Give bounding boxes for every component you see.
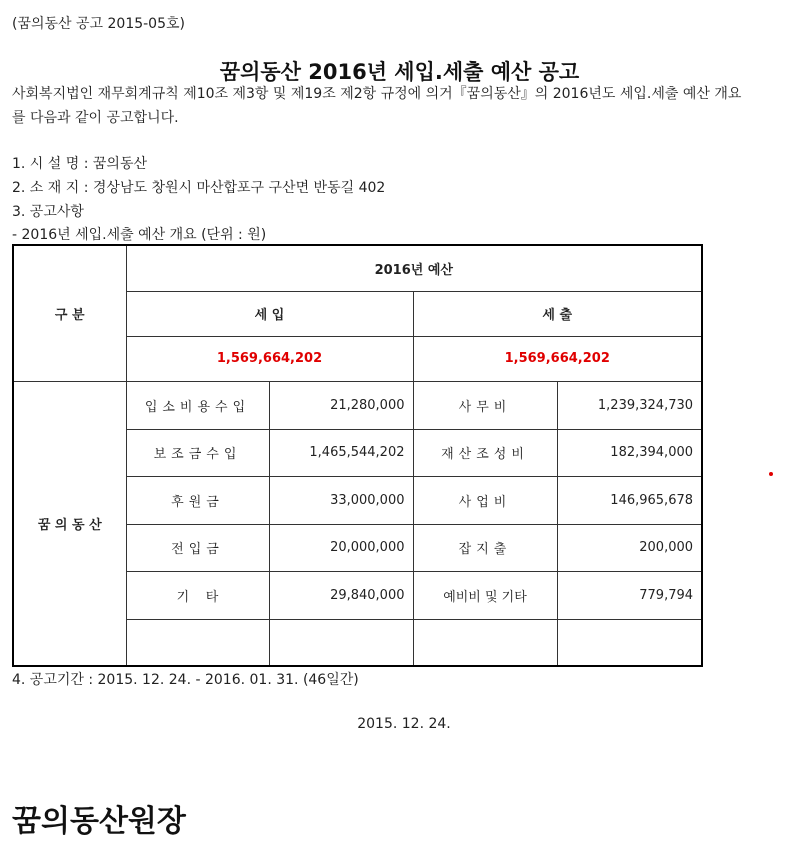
- expense-amount: [557, 619, 702, 666]
- facility-label: 꿈 의 동 산: [13, 381, 126, 666]
- revenue-item: 보조금수입: [126, 429, 269, 476]
- revenue-item: 후원금: [126, 476, 269, 524]
- document-title: 꿈의동산 2016년 세입.세출 예산 공고: [219, 60, 580, 84]
- expense-amount: 200,000: [557, 524, 702, 571]
- revenue-amount: 20,000,000: [269, 524, 413, 571]
- intro-line-1: 사회복지법인 재무회계규칙 제10조 제3항 및 제19조 제2항 규정에 의거『꿈의동산』의 2016년도 세입.세출 예산 개요: [12, 86, 742, 102]
- notice-period: 4. 공고기간 : 2015. 12. 24. - 2016. 01. 31. (46일간): [12, 672, 359, 688]
- expense-item: 사업비: [413, 476, 557, 524]
- category-header: 구 분: [13, 245, 126, 381]
- expense-amount: 146,965,678: [557, 476, 702, 524]
- sub-item-budget-overview: - 2016년 세입.세출 예산 개요 (단위 : 원): [12, 227, 267, 243]
- revenue-item: 입소비용수입: [126, 381, 269, 429]
- revenue-item: 전입금: [126, 524, 269, 571]
- revenue-amount: [269, 619, 413, 666]
- revenue-total: 1,569,664,202: [126, 336, 413, 381]
- expense-amount: 182,394,000: [557, 429, 702, 476]
- budget-year-header: 2016년 예산: [126, 245, 702, 291]
- expense-header: 세 출: [413, 291, 702, 336]
- red-dot-mark: [769, 472, 773, 476]
- expense-item: [413, 619, 557, 666]
- revenue-header: 세 입: [126, 291, 413, 336]
- revenue-item: [126, 619, 269, 666]
- intro-line-2: 를 다음과 같이 공고합니다.: [12, 110, 179, 126]
- revenue-amount: 33,000,000: [269, 476, 413, 524]
- expense-amount: 1,239,324,730: [557, 381, 702, 429]
- expense-item: 예비비 및 기타: [413, 571, 557, 619]
- revenue-item: 기 타: [126, 571, 269, 619]
- budget-table: [12, 244, 703, 667]
- notice-date: 2015. 12. 24.: [357, 716, 451, 732]
- expense-item: 사무비: [413, 381, 557, 429]
- expense-total: 1,569,664,202: [413, 336, 702, 381]
- item-notice-details: 3. 공고사항: [12, 204, 84, 220]
- revenue-amount: 1,465,544,202: [269, 429, 413, 476]
- item-address: 2. 소 재 지 : 경상남도 창원시 마산합포구 구산면 반동길 402: [12, 180, 386, 196]
- notice-number: (꿈의동산 공고 2015-05호): [12, 16, 185, 32]
- table-row: [13, 381, 702, 429]
- expense-item: 잡지출: [413, 524, 557, 571]
- revenue-amount: 29,840,000: [269, 571, 413, 619]
- expense-item: 재산조성비: [413, 429, 557, 476]
- revenue-amount: 21,280,000: [269, 381, 413, 429]
- item-facility-name: 1. 시 설 명 : 꿈의동산: [12, 156, 147, 172]
- expense-amount: 779,794: [557, 571, 702, 619]
- signer-title: 꿈의동산원장: [12, 804, 186, 839]
